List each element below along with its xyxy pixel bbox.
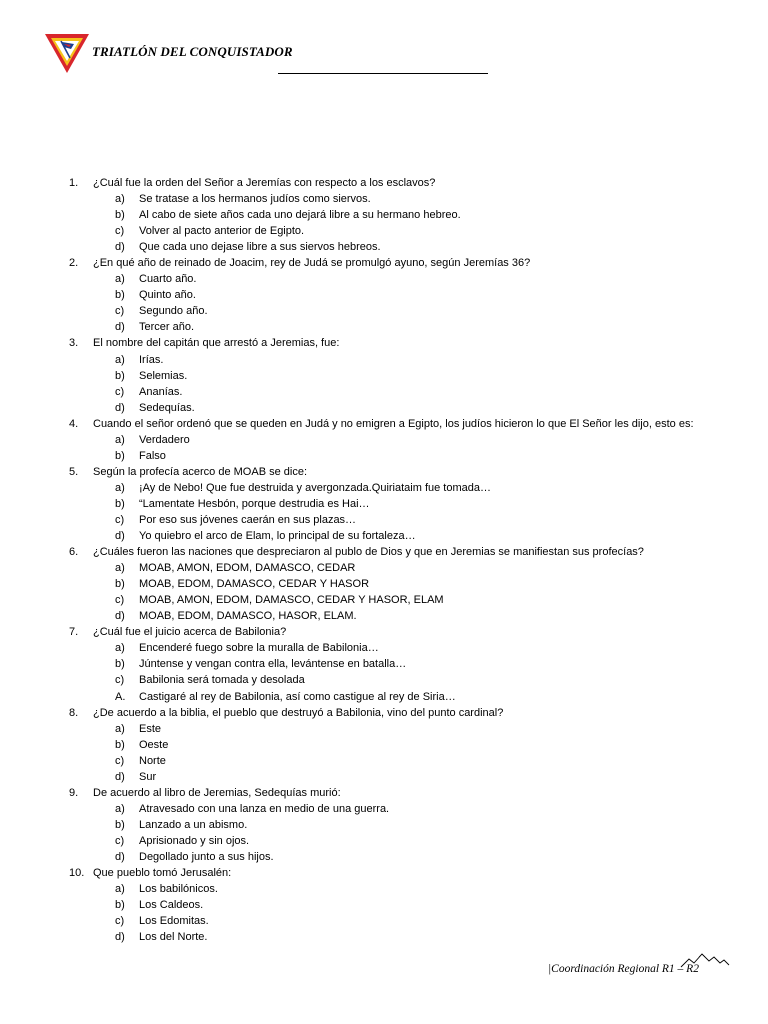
question-line <box>0 544 768 560</box>
answer-option <box>0 656 768 672</box>
option-text: Que cada uno dejase libre a sus siervos hebreos. <box>139 241 381 254</box>
option-letter: d) <box>115 530 125 543</box>
option-text: Verdadero <box>139 433 190 446</box>
question-text: ¿Cuáles fueron las naciones que despreciaron al publo de Dios y que en Jeremias se manifiestan sus profecías? <box>93 546 644 559</box>
option-text: Atravesado con una lanza en medio de una guerra. <box>139 802 390 815</box>
question-number: 3. <box>69 337 79 350</box>
option-text: MOAB, AMON, EDOM, DAMASCO, CEDAR Y HASOR, ELAM <box>139 594 444 607</box>
answer-option <box>0 689 768 705</box>
option-letter: d) <box>115 770 125 783</box>
question-item <box>0 416 768 464</box>
question-number: 9. <box>69 786 79 799</box>
question-text: De acuerdo al libro de Jeremias, Sedequías murió: <box>93 786 341 799</box>
option-text: Tercer año. <box>139 321 195 334</box>
option-letter: c) <box>115 674 125 687</box>
option-letter: b) <box>115 289 125 302</box>
answer-option <box>0 352 768 368</box>
answer-option <box>0 897 768 913</box>
answer-option <box>0 913 768 929</box>
option-letter: b) <box>115 738 125 751</box>
answer-option <box>0 528 768 544</box>
question-line <box>0 785 768 801</box>
option-text: Encenderé fuego sobre la muralla de Babilonia… <box>139 642 379 655</box>
option-letter: c) <box>115 834 125 847</box>
option-text: MOAB, EDOM, DAMASCO, CEDAR Y HASOR <box>139 578 370 591</box>
option-text: “Lamentate Hesbón, porque destrudia es Hai… <box>139 497 370 510</box>
option-letter: d) <box>115 850 125 863</box>
answer-option <box>0 239 768 255</box>
option-letter: b) <box>115 497 125 510</box>
option-text: Los del Norte. <box>139 931 208 944</box>
option-letter: b) <box>115 449 125 462</box>
answer-option <box>0 223 768 239</box>
question-line <box>0 464 768 480</box>
option-text: Castigaré al rey de Babilonia, así como castigue al rey de Siria… <box>139 690 456 703</box>
option-letter: a) <box>115 562 125 575</box>
answer-option <box>0 737 768 753</box>
option-text: Segundo año. <box>139 305 208 318</box>
option-text: Lanzado a un abismo. <box>139 818 248 831</box>
page-header <box>44 32 504 92</box>
question-number: 4. <box>69 417 79 430</box>
answer-option <box>0 721 768 737</box>
option-text: Júntense y vengan contra ella, levántense en batalla… <box>139 658 407 671</box>
answer-option <box>0 303 768 319</box>
question-item <box>0 175 768 255</box>
question-text: Que pueblo tomó Jerusalén: <box>93 867 232 880</box>
answer-option <box>0 769 768 785</box>
question-line <box>0 335 768 351</box>
option-text: Volver al pacto anterior de Egipto. <box>139 225 305 238</box>
footer-coordination: |Coordinación Regional R1 – R2 <box>548 963 699 975</box>
option-letter: b) <box>115 369 125 382</box>
option-letter: a) <box>115 802 125 815</box>
option-letter: a) <box>115 722 125 735</box>
name-blank-line <box>278 73 488 74</box>
answer-option <box>0 432 768 448</box>
option-letter: c) <box>115 915 125 928</box>
question-line <box>0 255 768 271</box>
answer-option <box>0 576 768 592</box>
option-text: Los babilónicos. <box>139 883 218 896</box>
answer-option <box>0 801 768 817</box>
question-number: 10. <box>69 867 85 880</box>
answer-option <box>0 592 768 608</box>
option-text: Degollado junto a sus hijos. <box>139 850 274 863</box>
question-item <box>0 705 768 785</box>
question-list <box>0 175 768 945</box>
answer-option <box>0 319 768 335</box>
option-letter: a) <box>115 433 125 446</box>
question-text: El nombre del capitán que arrestó a Jeremias, fue: <box>93 337 340 350</box>
option-letter: a) <box>115 353 125 366</box>
question-text: ¿Cuál fue el juicio acerca de Babilonia? <box>93 626 287 639</box>
option-letter: c) <box>115 594 125 607</box>
question-line <box>0 416 715 432</box>
option-text: Ananías. <box>139 385 183 398</box>
option-text: MOAB, EDOM, DAMASCO, HASOR, ELAM. <box>139 610 357 623</box>
option-letter: c) <box>115 513 125 526</box>
option-text: Sur <box>139 770 157 783</box>
page-footer <box>548 952 738 982</box>
option-letter: c) <box>115 225 125 238</box>
option-text: Los Caldeos. <box>139 899 204 912</box>
question-number: 7. <box>69 626 79 639</box>
option-text: Irías. <box>139 353 164 366</box>
option-letter: b) <box>115 899 125 912</box>
document-title: TRIATLÓN DEL CONQUISTADOR <box>92 44 293 59</box>
answer-option <box>0 560 768 576</box>
option-letter: d) <box>115 610 125 623</box>
option-letter: d) <box>115 241 125 254</box>
question-number: 5. <box>69 465 79 478</box>
option-letter: c) <box>115 305 125 318</box>
answer-option <box>0 849 768 865</box>
question-line <box>0 175 768 191</box>
question-number: 2. <box>69 257 79 270</box>
answer-option <box>0 384 768 400</box>
option-letter: d) <box>115 401 125 414</box>
option-text: Al cabo de siete años cada uno dejará libre a su hermano hebreo. <box>139 209 461 222</box>
answer-option <box>0 496 768 512</box>
option-text: Se tratase a los hermanos judíos como siervos. <box>139 193 371 206</box>
answer-option <box>0 480 768 496</box>
answer-option <box>0 608 768 624</box>
answer-option <box>0 512 768 528</box>
option-text: Selemias. <box>139 369 188 382</box>
answer-option <box>0 817 768 833</box>
question-text: ¿En qué año de reinado de Joacim, rey de Judá se promulgó ayuno, según Jeremías 36? <box>93 257 531 270</box>
option-text: Los Edomitas. <box>139 915 209 928</box>
answer-option <box>0 287 768 303</box>
answer-option <box>0 400 768 416</box>
option-letter: a) <box>115 481 125 494</box>
option-text: Este <box>139 722 162 735</box>
option-letter: c) <box>115 754 125 767</box>
answer-option <box>0 271 768 287</box>
question-item <box>0 865 768 945</box>
question-text: ¿Cuál fue la orden del Señor a Jeremías con respecto a los esclavos? <box>93 177 436 189</box>
option-letter: d) <box>115 931 125 944</box>
question-number: 6. <box>69 546 79 559</box>
answer-option <box>0 881 768 897</box>
question-text: Según la profecía acerco de MOAB se dice: <box>93 465 308 478</box>
option-text: Yo quiebro el arco de Elam, lo principal de su fortaleza… <box>139 530 416 543</box>
answer-option <box>0 368 768 384</box>
answer-option <box>0 448 768 464</box>
option-letter: b) <box>115 658 125 671</box>
answer-option <box>0 672 768 688</box>
pathfinder-shield-logo <box>44 32 90 74</box>
option-letter: A. <box>115 690 126 703</box>
answer-option <box>0 833 768 849</box>
option-text: ¡Ay de Nebo! Que fue destruida y avergonzada.Quiriataim fue tomada… <box>139 481 491 494</box>
option-letter: d) <box>115 321 125 334</box>
answer-option <box>0 929 768 945</box>
option-text: Aprisionado y sin ojos. <box>139 834 250 847</box>
answer-option <box>0 191 768 207</box>
option-letter: b) <box>115 818 125 831</box>
option-text: Cuarto año. <box>139 273 197 286</box>
option-letter: c) <box>115 385 125 398</box>
option-letter: a) <box>115 642 125 655</box>
question-item <box>0 544 768 624</box>
option-letter: a) <box>115 193 125 206</box>
question-item <box>0 255 768 335</box>
option-letter: a) <box>115 883 125 896</box>
option-text: MOAB, AMON, EDOM, DAMASCO, CEDAR <box>139 562 356 575</box>
answer-option <box>0 207 768 223</box>
answer-option <box>0 753 768 769</box>
option-letter: b) <box>115 209 125 222</box>
option-text: Por eso sus jóvenes caerán en sus plazas… <box>139 513 357 526</box>
question-item <box>0 785 768 865</box>
option-letter: b) <box>115 578 125 591</box>
answer-option <box>0 640 768 656</box>
question-line <box>0 705 768 721</box>
option-text: Norte <box>139 754 166 767</box>
option-letter: a) <box>115 273 125 286</box>
question-line <box>0 624 768 640</box>
question-item <box>0 335 768 415</box>
option-text: Babilonia será tomada y desolada <box>139 674 305 687</box>
option-text: Oeste <box>139 738 169 751</box>
question-text: Cuando el señor ordenó que se queden en Judá y no emigren a Egipto, los judíos hicieron lo que El Señor les dijo, esto es: <box>93 417 694 430</box>
question-item <box>0 624 768 704</box>
question-line <box>0 865 768 881</box>
option-text: Falso <box>139 449 166 462</box>
question-number: 1. <box>69 177 79 189</box>
option-text: Quinto año. <box>139 289 196 302</box>
question-number: 8. <box>69 706 79 719</box>
option-text: Sedequías. <box>139 401 195 414</box>
question-text: ¿De acuerdo a la biblia, el pueblo que destruyó a Babilonia, vino del punto cardinal? <box>93 706 504 719</box>
question-item <box>0 464 768 544</box>
